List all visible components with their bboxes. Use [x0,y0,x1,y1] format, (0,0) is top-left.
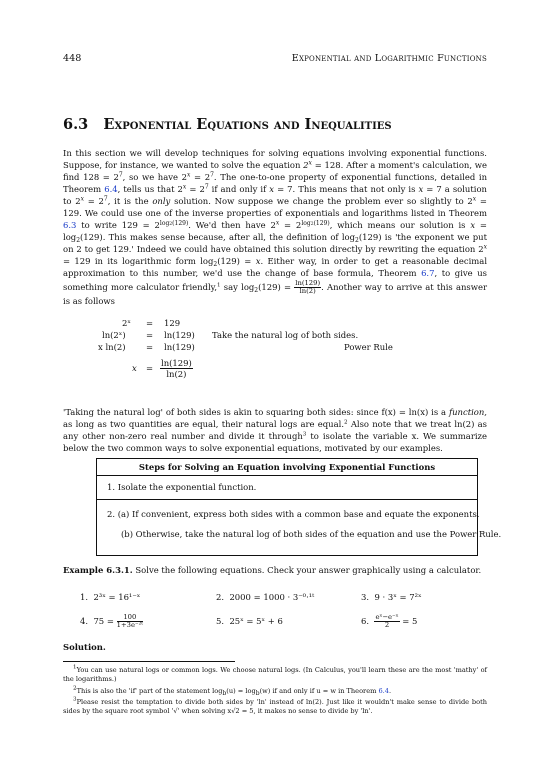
equals: = [146,330,154,340]
text: in its logarithmic form [94,256,196,267]
footnote-text: You can use natural logs or common logs. We choose natural logs. (In Calculus, you'll learn these are the most 'mathy' of the logarithms.) [63,666,487,684]
problem-2 [216,592,314,602]
section-title: Exponential Equations and Inequalities [103,116,392,133]
rhs: ln(129) [164,342,195,352]
fraction-denominator: ln(2) [166,369,187,379]
emphasis: function, [448,407,487,417]
fraction-numerator: eˣ−e⁻ˣ [375,613,399,621]
step-note: Power Rule [344,342,393,352]
problem-5 [216,616,283,626]
example-heading [63,565,503,575]
step-note: Take the natural log of both sides. [212,330,359,340]
footnote-text: Please resist the temptation to divide both sides by 'ln' instead of ln(2). Just like it wouldn't make sense to divide both sides by the square root symbol '√' when solving x√2 = 5, it makes no sense to divide by 'ln'. [63,698,487,716]
problem-rhs: = 5 [402,616,418,626]
problem-number: 2. [216,592,225,602]
equals: = [146,318,154,328]
fraction-denominator: 1+3e⁻²ᵗ [116,621,143,629]
text: is 'the exponent we put on 2 to get 129.' Indeed we could have obtained this solution directly by rewriting the equation [63,232,487,255]
theorem-link[interactable]: 6.7 [421,268,435,279]
text: as long as two quantities are equal, their natural logs are equal. [63,419,345,430]
theorem-link[interactable]: 6.3 [63,220,77,231]
equals: = [146,342,154,352]
derivation-row [86,358,386,378]
problem-expression: 2000 = 1000 · 3⁻⁰·¹ᵗ [229,592,315,602]
text: , it is the [107,196,149,207]
text: , tells us that [117,184,175,195]
problem-lhs: 75 = [93,616,114,626]
section-number: 6.3 [63,116,89,133]
text: if and only if [211,184,267,195]
problem-expression: 2³ˣ = 16¹⁻ˣ [93,592,141,602]
solution-label: Solution. [63,642,106,652]
fraction-numerator: 100 [117,614,143,622]
rhs: ln(129) [164,330,195,340]
text: . This means that not only is [292,184,416,195]
emphasis: only [152,196,171,207]
footnote-text: (u) = log [226,687,256,695]
text: . We'd then have [188,220,266,231]
problem-number: 4. [80,616,89,626]
footnote-rule [63,661,235,662]
text: . We could use one of the inverse properties of exponentials and logarithms listed in Theorem [79,208,487,219]
step-1: 1. Isolate the exponential function. [107,482,257,492]
footnote-text: This is also the 'if' part of the statement log [76,687,223,695]
example-label: Example 6.3.1. [63,565,133,575]
derivation-row [86,318,386,330]
footnote-3: $^3$Please resist the temptation to divide both sides by 'ln' instead of ln(2). Just like it wouldn't make sense to divide both sides by the square root symbol '√' when solving x√2 = 5, it makes no sense to divide by 'ln'. [63,696,487,716]
derivation-row [86,330,386,342]
fraction-denominator: 2 [384,621,390,629]
fraction-numerator: ln(129) [161,358,192,368]
section-heading [63,116,392,133]
text: After a moment's calculation, we find [63,160,487,183]
problem-expression: 25ˣ = 5ˣ + 6 [229,616,283,626]
footnote-1: $^1$You can use natural logs or common logs. We choose natural logs. (In Calculus, you'll learn these are the most 'mathy' of the logarithms.) [63,664,487,684]
example-text: Solve the following equations. Check your answer graphically using a calculator. [135,565,482,575]
problem-3 [361,592,422,602]
steps-box [96,458,502,556]
problem-4 [80,614,143,629]
text: . This makes sense because, after all, the definition of [102,232,339,243]
derivation-row [86,342,393,354]
theorem-link[interactable]: 6.4 [104,184,118,195]
intro-paragraph: In this section we will develop techniques for solving equations involving exponential functions. Suppose, for instance, we wanted to solve the equation $2^x = 128$. After a moment's calculation, we find $128 = 2^7$, so we have $2^x = 2^7$. The one-to-one property of exponential functions, detailed in Theorem 6.4, tells us that $2^x = 2^7$ if and only if x = 7. This means that not only is x = 7 a solution to $2^x = 2^7$, it is the only solution. Now suppose we change the problem ever so slightly to $2^x = 129$. We could use one of the inverse properties of exponentials and logarithms listed in Theorem 6.3 to write $129 = 2^{log2(129)}$. We'd then have $2^x = 2^{log2(129)}$, which means our solution is $x = \log_2(129)$. This makes sense because, after all, the definition of $\log_2(129)$ is 'the exponent we put on 2 to get 129.' Indeed we could have obtained this solution directly by rewriting the equation $2^x = 129$ in its logarithmic form $\log_2(129) = x$. Either way, in order to get a reasonable decimal approximation to this number, we'd use the change of base formula, Theorem 6.7, to give us something more calculator friendly,$^1$ say $\log_2(129)$ = $\frac{\ln(129)}{\ln(2)}$ . Another way to arrive at this answer is as follows [63,148,488,306]
text: say [223,281,238,292]
text: . The one-to-one property of exponential functions, detailed in Theorem [63,172,488,195]
problem-number: 5. [216,616,225,626]
page-number: 448 [63,53,82,64]
divider [97,499,477,500]
steps-box-title: Steps for Solving an Equation involving Exponential Functions [97,459,477,476]
lhs: ln(2ˣ) [102,330,126,340]
text: . Either way, in order to get a reasonable decimal approximation to this number, we'd use the change of base formula, Theorem [63,256,488,279]
rhs: 129 [164,318,181,328]
text: Also note that we treat ln(2) as any other non-zero real number and divide it through [63,419,488,442]
equals: = [146,363,154,373]
lhs: x [132,363,137,373]
text: a solution to [63,184,487,207]
running-title: Exponential and Logarithmic Functions [291,53,487,64]
step-2b: (b) Otherwise, take the natural log of both sides of the equation and use the Power Rule. [121,529,502,539]
lhs: 2ˣ [122,318,131,328]
problem-number: 1. [80,592,89,602]
theorem-link[interactable]: 6.4 [378,687,389,695]
text: to isolate the variable x. We summarize below the two common ways to solve exponential equations, motivated by our examples. [63,431,487,454]
text: , which means our solution is [329,220,466,231]
text: solution. Now suppose we change the problem ever so slightly to [174,196,464,207]
problem-expression: 9 · 3ˣ = 7²ˣ [374,592,422,602]
text: to write [81,220,117,231]
footnote-2: $^2$This is also the 'if' part of the statement logb(u) = logb(w) if and only if u = w in Theorem 6.4. [73,685,392,697]
problem-number: 6. [361,616,370,626]
step-2a: 2. (a) If convenient, express both sides with a common base and equate the exponents. [107,509,480,519]
text: , so we have [122,172,179,183]
text: , to give us something more calculator friendly, [63,268,487,292]
text: In this section we will develop techniques for solving equations involving exponential functions. Suppose, for instance, we wanted to solve the equation [63,148,487,171]
text: 'Taking the natural log' of both sides is akin to squaring both sides: since f(x) = ln(x) is a [63,407,447,417]
problem-number: 3. [361,592,370,602]
footnote-text: (w) if and only if u = w in Theorem [259,687,377,695]
problem-1 [80,592,140,602]
second-paragraph: 'Taking the natural log' of both sides is akin to squaring both sides: since f(x) = ln(x) is a function, as long as two quantities are equal, their natural logs are equal.$^2$ Also note that we treat ln(2) as any other non-zero real number and divide it through$^3$ to isolate the variable x. We summarize below the two common ways to solve exponential equations, motivated by our examples. [63,407,488,454]
lhs: x ln(2) [98,342,126,352]
text: . Another way to arrive at this answer is as follows [63,281,487,306]
problem-6 [361,614,417,629]
